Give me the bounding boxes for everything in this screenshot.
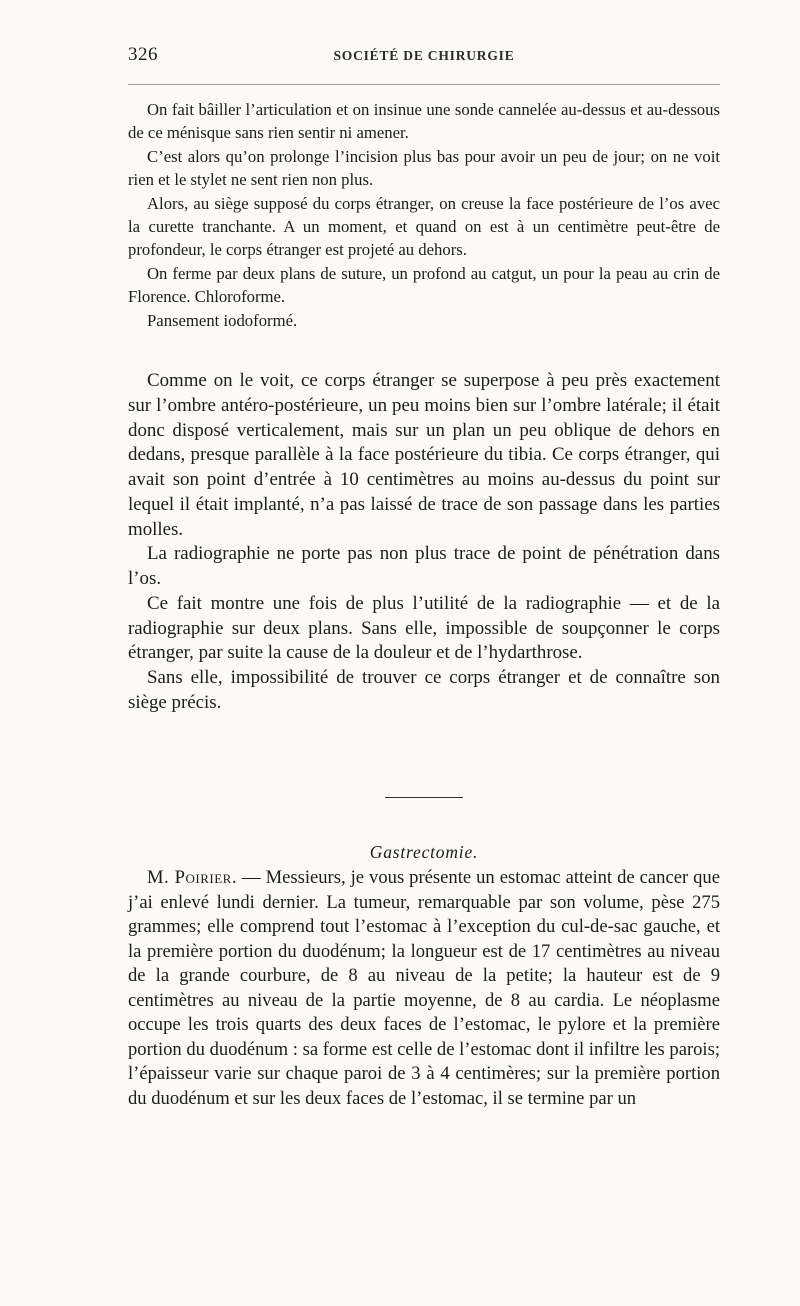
commentary-block — [128, 369, 720, 716]
paragraph: Comme on le voit, ce corps étranger se superpose à peu près exactement sur l’ombre antéro-postérieure, un peu moins bien sur l’ombre latérale; il était donc disposé verticalement, mais sur un plan un peu oblique de dehors en dedans, presque parallèle à la face postérieure du tibia. Ce corps étranger, qui avait son point d’entrée à 10 centimètres au moins au-dessus du point sur lequel il était implanté, n’a pas laissé de trace de son passage dans les parties molles. — [128, 370, 720, 540]
paragraph: C’est alors qu’on prolonge l’incision plus bas pour avoir un peu de jour; on ne voit rien et le stylet ne sent rien non plus. — [128, 146, 720, 190]
paragraph: Sans elle, impossibilité de trouver ce corps étranger et de connaître son siège précis. — [128, 667, 720, 713]
paragraph: Pansement iodoformé. — [147, 310, 298, 330]
paragraph: Ce fait montre une fois de plus l’utilité de la radiographie — et de la radiographie sur deux plans. Sans elle, impossible de soupçonner le corps étranger, par suite la cause de la douleur et de l’hydarthrose. — [128, 592, 720, 664]
page-header — [128, 44, 720, 72]
section-separator — [385, 797, 463, 798]
paragraph: On fait bâiller l’articulation et on insinue une sonde cannelée au-dessus et au-dessous de ce ménisque sans rien sentir ni amener. — [128, 100, 720, 143]
gastrectomie-block — [128, 866, 720, 1111]
paragraph — [128, 866, 720, 1111]
header-rule — [128, 84, 720, 85]
paragraph: La radiographie ne porte pas non plus trace de point de pénétration dans l’os. — [128, 543, 720, 589]
case-report-block — [128, 98, 720, 332]
section-title: Gastrectomie. — [369, 842, 479, 862]
page-number: 326 — [128, 44, 158, 65]
paragraph: Alors, au siège supposé du corps étranger, on creuse la face postérieure de l’os avec la curette tranchante. A un moment, et quand on est à un centimètre peut-être de profondeur, le corps étranger est projeté au dehors. — [128, 193, 720, 260]
speaker-name: M. Poirier. — [147, 867, 237, 888]
book-page — [128, 0, 720, 1306]
speaker-text: — Messieurs, je vous présente un estomac atteint de cancer que j’ai enlevé lundi dernier. La tumeur, remarquable par son volume, pèse 275 grammes; elle comprend tout l’estomac à l’exception du cul-de-sac gauche, et la première portion du duodénum; la longueur est de 17 centimètres au niveau de la grande courbure, de 8 au niveau de la petite; la hauteur est de 9 centimètres au niveau de la partie moyenne, de 8 au cardia. Le néoplasme occupe les trois quarts des deux faces de l’estomac, le pylore et la première portion du duodénum : sa forme est celle de l’estomac dont il infiltre les parois; l’épaisseur varie sur chaque paroi de 3 à 4 centimères; sur la première portion du duodénum et sur les deux faces de l’estomac, il se termine par un — [128, 867, 720, 1109]
paragraph: On ferme par deux plans de suture, un profond au catgut, un pour la peau au crin de Florence. Chloroforme. — [128, 263, 720, 307]
running-title: SOCIÉTÉ DE CHIRURGIE — [333, 48, 515, 63]
